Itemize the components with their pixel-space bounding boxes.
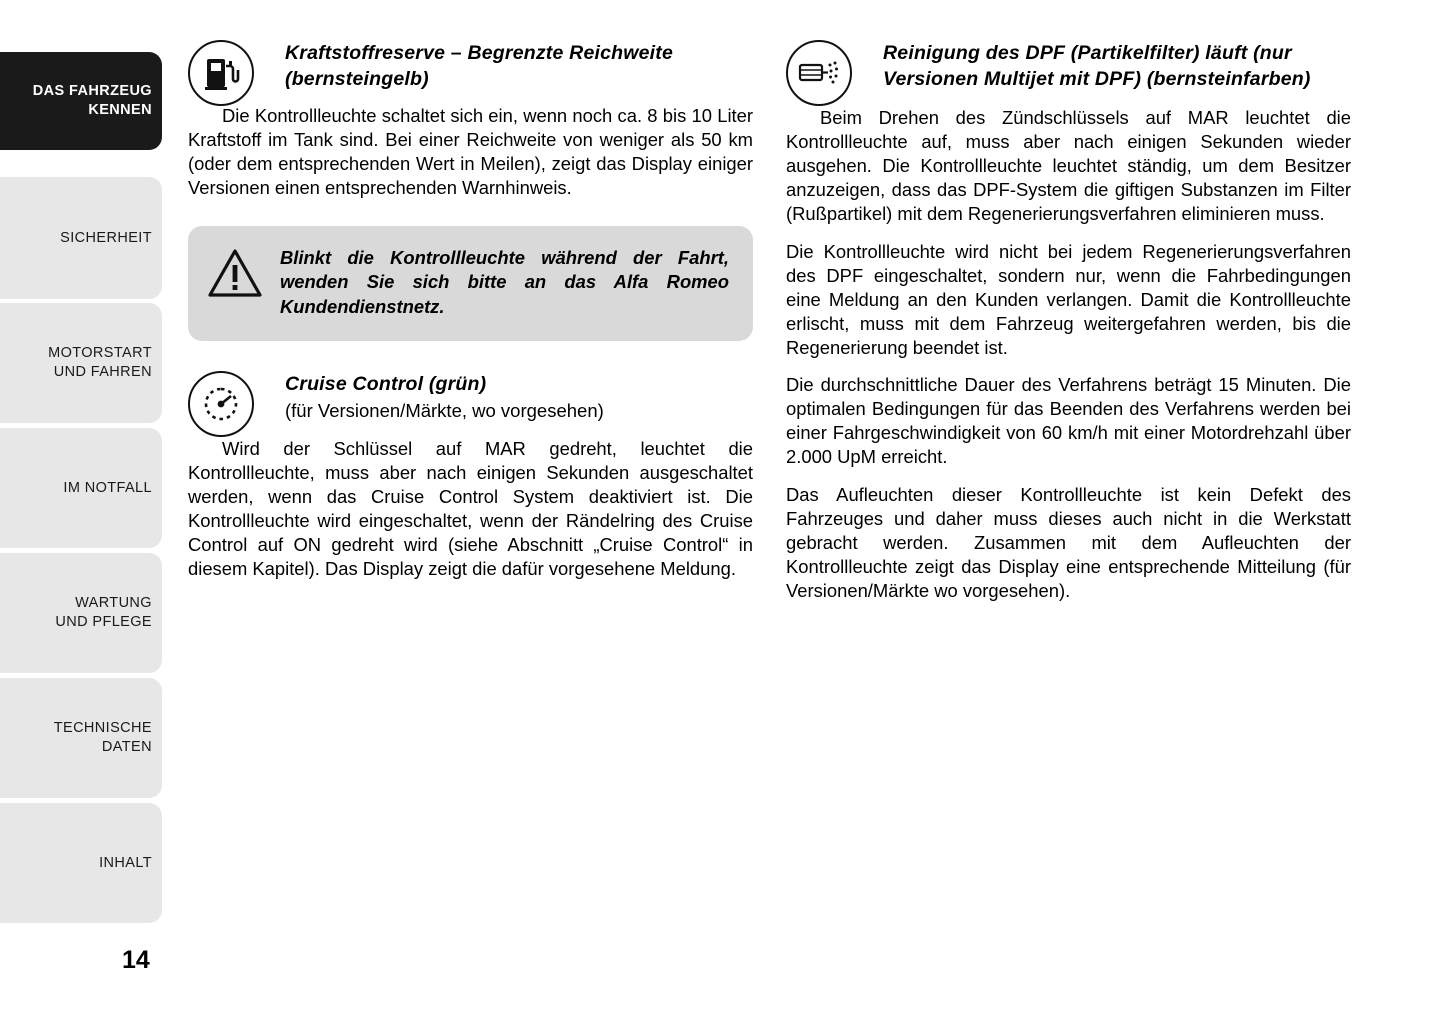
sidebar-item-label: WARTUNG bbox=[75, 595, 152, 612]
sidebar-item-wartung-und-pflege[interactable] bbox=[0, 553, 162, 673]
section-paragraph: Die Kontrollleuchte schaltet sich ein, wenn noch ca. 8 bis 10 Liter Kraftstoff im Tank sind. Bei einer Reichweite von weniger als 50 km (oder dem entsprechenden Wert in Meilen), zeigt das Display einiger Versionen einen entsprechenden Warnhinweis. bbox=[188, 105, 753, 199]
sidebar-item-label: SICHERHEIT bbox=[60, 229, 152, 246]
sidebar-item-label: INHALT bbox=[99, 854, 152, 871]
right-column bbox=[786, 40, 1351, 617]
sidebar-item-label: DATEN bbox=[101, 739, 152, 755]
sidebar-item-inhalt[interactable] bbox=[0, 803, 162, 923]
warning-triangle-icon bbox=[208, 248, 262, 298]
section-paragraph: Die Kontrollleuchte wird nicht bei jedem Regenerierungsverfahren des DPF eingeschaltet, sondern nur, wenn die Fahrbedingungen eine Meldung an den Kunden verlangen. Damit die Kontrollleuchte erlischt, muss mit dem Fahrzeug weitergefahren werden, bis die Regenerierung beendet ist. bbox=[786, 240, 1351, 358]
section-heading: Kraftstoffreserve – Begrenzte Reichweite (bernsteingelb) bbox=[285, 42, 674, 91]
sidebar-item-label: MOTORSTART bbox=[48, 345, 152, 362]
section-paragraph: Beim Drehen des Zündschlüssels auf MAR leuchtet die Kontrollleuchte auf, muss aber nach einigen Sekunden wieder ausgehen. Die Kontrollleuchte leuchtet ständig, um dem Besitzer anzuzeigen, dass das DPF-System die giftigen Substanzen im Filter (Rußpartikel) mit dem Regenerierungsverfahren eliminieren muss. bbox=[786, 107, 1351, 224]
sidebar-item-label: UND FAHREN bbox=[53, 364, 152, 380]
section-cruise-control bbox=[188, 371, 753, 581]
warning-text: Blinkt die Kontrollleuchte während der Fahrt, wenden Sie sich bitte an das Alfa Romeo Kundendienstnetz. bbox=[280, 246, 729, 317]
sidebar bbox=[0, 0, 168, 1019]
warning-callout bbox=[188, 226, 753, 341]
sidebar-item-motorstart-und-fahren[interactable] bbox=[0, 303, 162, 423]
sidebar-item-sicherheit[interactable] bbox=[0, 177, 162, 299]
section-paragraph: Wird der Schlüssel auf MAR gedreht, leuchtet die Kontrollleuchte, muss aber nach einigen Sekunden ausgeschaltet werden, wenn das Cruise Control System deaktiviert ist. Die Kontrollleuchte wird eingeschaltet, wenn der Rändelring des Cruise Control auf ON gedreht wird (siehe Abschnitt „Cruise Control“ in diesem Kapitel). Das Display zeigt die dafür vorgesehene Meldung. bbox=[188, 437, 753, 579]
section-dpf-reinigung bbox=[786, 40, 1351, 603]
section-heading: Reinigung des DPF (Partikelfilter) läuft (nur Versionen Multijet mit DPF) (bernsteinfarben) bbox=[883, 42, 1311, 91]
section-heading: Cruise Control (grün) bbox=[285, 372, 487, 395]
section-subheading: (für Versionen/Märkte, wo vorgesehen) bbox=[285, 399, 604, 421]
sidebar-item-im-notfall[interactable] bbox=[0, 428, 162, 548]
sidebar-item-label: TECHNISCHE bbox=[53, 720, 152, 737]
section-kraftstoffreserve bbox=[188, 40, 753, 200]
sidebar-item-technische-daten[interactable] bbox=[0, 678, 162, 798]
section-paragraph: Das Aufleuchten dieser Kontrollleuchte ist kein Defekt des Fahrzeuges und daher muss dieses auch nicht in die Werkstatt gebracht werden. Zusammen mit dem Aufleuchten der Kontrollleuchte zeigt das Display eine entsprechende Mitteilung (für Versionen/Märkte wo vorgesehen). bbox=[786, 484, 1351, 601]
sidebar-item-das-fahrzeug-kennen[interactable] bbox=[0, 52, 162, 150]
sidebar-item-label: KENNEN bbox=[88, 102, 152, 118]
sidebar-item-label: DAS FAHRZEUG bbox=[32, 83, 152, 100]
page-number: 14 bbox=[122, 946, 150, 974]
sidebar-item-label: IM NOTFALL bbox=[63, 479, 152, 496]
cruise-control-icon bbox=[188, 371, 254, 437]
left-column bbox=[188, 40, 753, 594]
section-paragraph: Die durchschnittliche Dauer des Verfahrens beträgt 15 Minuten. Die optimalen Bedingungen für das Beenden des Verfahrens werden bei einer Fahrgeschwindigkeit von 60 km/h mit einer Motordrehzahl über 2.000 UpM erreicht. bbox=[786, 374, 1351, 468]
dpf-filter-icon bbox=[786, 40, 852, 106]
sidebar-item-label: UND PFLEGE bbox=[55, 614, 152, 630]
fuel-pump-icon bbox=[188, 40, 254, 106]
